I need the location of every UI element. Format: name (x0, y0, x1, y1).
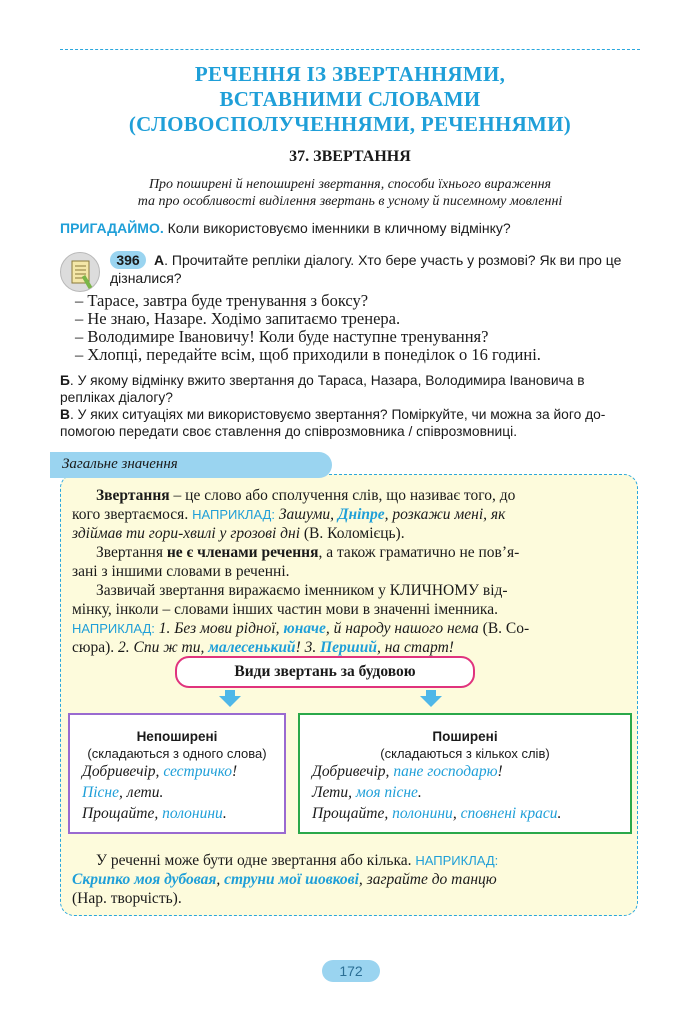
chapter-title-line3: (СЛОВОСПОЛУЧЕННЯМИ, РЕЧЕННЯМИ) (128, 112, 572, 136)
remember-line (60, 220, 640, 236)
dialogue-line: – Володимире Івановичу! Коли буде наступне тренування? (75, 327, 489, 346)
dialogue-line: – Тарасе, завтра буде тренування з боксу? (75, 291, 369, 310)
task-part-b-cont: репліках діалогу? (60, 390, 173, 405)
vocative: сестричко (163, 763, 233, 780)
card-example-line (300, 803, 630, 824)
card-subtitle: (складаються з кількох слів) (380, 746, 550, 761)
task-part-a (154, 251, 644, 269)
vocative: Пісне (82, 784, 119, 801)
example-vocative: Перший (320, 639, 377, 656)
paragraph-4 (72, 851, 628, 870)
p2-text: Звертання (96, 544, 167, 561)
task-number-badge: 396 (110, 251, 146, 269)
card-title: Непоширені (136, 729, 218, 744)
definition-term: Звертання (96, 487, 170, 504)
example-label: НАПРИКЛАД: (72, 621, 155, 636)
example-vocative: юначе (283, 620, 326, 637)
vocative: полонини (162, 805, 223, 822)
vocative: пане господарю (393, 763, 498, 780)
types-title-pill: Види звертань за будовою (175, 656, 475, 688)
section-title: 37. ЗВЕРТАННЯ (289, 148, 411, 165)
task-part-a-text: . Прочитайте репліки діалогу. Хто бере участь у розмові? Як ви про це (164, 252, 622, 268)
p4-text: У реченні може бути одне звертання або кілька. (96, 852, 416, 869)
paragraph-3-example-cont (72, 638, 628, 657)
text: . (557, 805, 562, 822)
general-meaning-label: Загальне значення (62, 456, 178, 472)
definition-example-cont (72, 524, 628, 543)
text: ! (497, 763, 503, 780)
p2-bold: не є членами речення (166, 544, 319, 561)
paragraph-3-example (72, 619, 628, 638)
dialogue-line: – Не знаю, Назаре. Ходімо запитаємо тренера. (75, 309, 401, 328)
paragraph-2-cont: зані з іншими словами в реченні. (72, 563, 290, 580)
example-text: здіймав ти гори-хвилі у грозові дні (72, 525, 300, 542)
example-text: ! 3. (295, 639, 321, 656)
example-text: , розкажи мені, як (384, 506, 506, 523)
text: Добривечір, (312, 763, 394, 780)
card-example-line (70, 782, 284, 803)
card-example-line (300, 761, 630, 782)
example-vocative: малесенький (208, 639, 296, 656)
card-example-line (70, 803, 284, 824)
example-vocative: струни мої шовкові (224, 871, 359, 888)
section-intro (60, 176, 640, 210)
chapter-title-line2: ВСТАВНИМИ СЛОВАМИ (219, 87, 481, 111)
task-part-c-text: . У яких ситуаціях ми використовуємо звертання? Поміркуйте, чи можна за його до- (69, 407, 606, 422)
task-part-b (60, 372, 645, 389)
example-text: , заграйте до танцю (358, 871, 497, 888)
example-vocative: Дніпре (337, 506, 385, 523)
simple-address-card (68, 713, 286, 834)
text: . (417, 784, 422, 801)
vocative: полонини (392, 805, 453, 822)
definition-text2: кого звертаємося. (72, 506, 193, 523)
task-part-c (60, 406, 645, 423)
example-text: 2. Спи ж ти, (114, 639, 209, 656)
paragraph-3-cont: мінку, інколи – словами інших частин мови в значенні іменника. (72, 601, 498, 618)
task-part-a-cont: дізналися? (110, 270, 182, 286)
example-source: сюра). (72, 639, 115, 656)
paragraph-4-source: (Нар. творчість). (72, 890, 182, 907)
remember-label: ПРИГАДАЙМО. (60, 220, 164, 236)
task-part-a-label: А (154, 252, 165, 268)
example-label: НАПРИКЛАД: (415, 853, 499, 868)
example-text: , на старт! (376, 639, 454, 656)
example-source: (В. Со- (482, 620, 530, 637)
vocative: моя пісне (355, 784, 418, 801)
text: Добривечір, (82, 763, 164, 780)
top-divider (60, 49, 640, 50)
example-text: , й народу нашого нема (325, 620, 483, 637)
card-example-line (70, 761, 284, 782)
paragraph-3: Зазвичай звертання виражаємо іменником у КЛИЧНОМУ від- (96, 582, 508, 599)
dialogue-line: – Хлопці, передайте всім, щоб приходили в понеділок о 16 годині. (75, 345, 541, 364)
arrow-down-icon (219, 690, 241, 707)
general-meaning-tab (50, 452, 332, 478)
example-text: Зашуми, (274, 506, 338, 523)
text: . (222, 805, 227, 822)
definition-example (72, 505, 628, 524)
intro-line2: та про особливості виділення звертань в усному й писемному мовленні (137, 194, 563, 209)
notebook-icon (60, 252, 100, 292)
task-part-c-cont: помогою передати своє ставлення до співрозмовника / співрозмовниці. (60, 424, 518, 439)
text: Прощайте, (82, 805, 163, 822)
arrow-down-icon (420, 690, 442, 707)
example-label: НАПРИКЛАД: (192, 507, 275, 522)
text: , (452, 805, 461, 822)
text: Лети, (312, 784, 356, 801)
p2-text: , а також граматично не пов’я- (318, 544, 520, 561)
paragraph-2 (72, 543, 628, 562)
definition-text: – це слово або сполучення слів, що називає того, до (169, 487, 516, 504)
text: , лети. (118, 784, 164, 801)
card-subtitle: (складаються з одного слова) (87, 746, 267, 761)
example-source: (В. Коломієць). (300, 525, 405, 542)
example-text: 1. Без мови рідної, (154, 620, 284, 637)
page-number: 172 (322, 960, 380, 982)
vocative: сповнені краси (460, 805, 558, 822)
task-part-c-label: В (60, 407, 70, 422)
chapter-title-line1: РЕЧЕННЯ ІЗ ЗВЕРТАННЯМИ, (194, 62, 506, 86)
example-vocative: Скрипко моя дубовая (72, 871, 217, 888)
paragraph-4-example (72, 870, 628, 889)
text: Прощайте, (312, 805, 393, 822)
remember-text: Коли використовуємо іменники в кличному відмінку? (163, 220, 511, 236)
definition-paragraph (72, 486, 628, 505)
task-part-b-text: . У якому відмінку вжито звертання до Тараса, Назара, Володимира Івановича в (69, 373, 585, 388)
extended-address-card (298, 713, 632, 834)
task-part-b-label: Б (60, 373, 70, 388)
example-text: , (216, 871, 225, 888)
card-title: Поширені (432, 729, 498, 744)
intro-line1: Про поширені й непоширені звертання, способи їхнього вираження (148, 177, 552, 192)
text: ! (232, 763, 238, 780)
card-example-line (300, 782, 630, 803)
